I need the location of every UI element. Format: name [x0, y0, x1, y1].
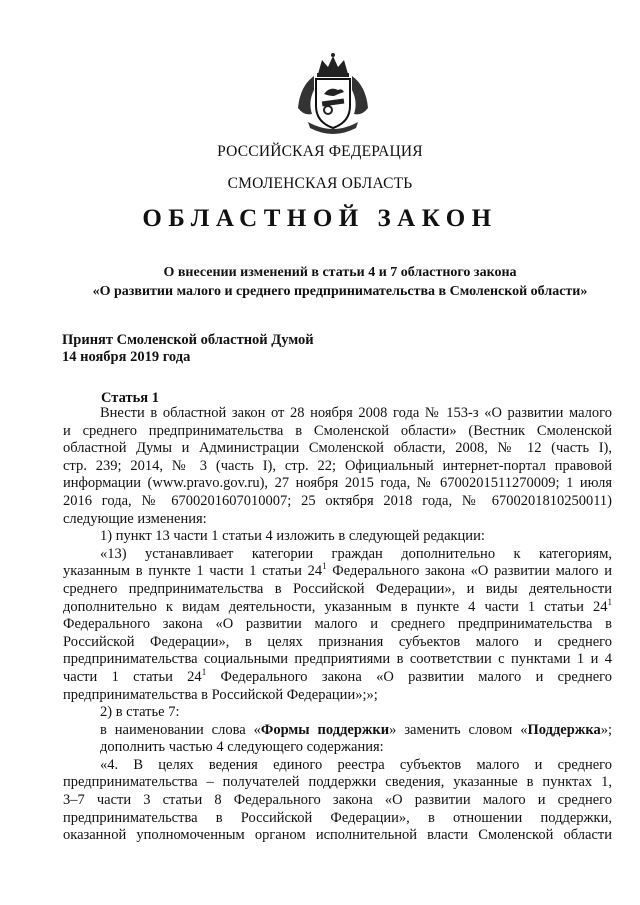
body-line [63, 666, 612, 687]
body-text: » заменить словом « [389, 721, 528, 738]
bold-term: Поддержка [527, 721, 601, 738]
body-line: «13) устанавливает категории граждан дополнительно к категориям, [100, 545, 612, 562]
body-text: »; [600, 721, 612, 738]
body-line: 1) пункт 13 части 1 статьи 4 изложить в следующей редакции: [100, 528, 485, 545]
region-heading: СМОЛЕНСКАЯ ОБЛАСТЬ [227, 175, 413, 192]
body-line: областной Думы и Администрации Смоленской области, 2008, № 12 (часть I), [63, 440, 612, 457]
body-line [63, 596, 612, 617]
body-line: следующие изменения: [63, 510, 207, 527]
article-heading: Статья 1 [101, 390, 159, 406]
body-line [63, 722, 612, 740]
bold-term: Формы поддержки [260, 721, 390, 738]
body-text: Федерального закона «О развитии малого и [326, 563, 612, 580]
body-text: в наименовании слова « [100, 721, 261, 738]
body-line: информации (www.pravo.gov.ru), 27 ноября 2015 года, № 6700201511270009; 1 июля [63, 475, 612, 492]
body-text: указанным в пункте 1 части 1 статьи 24 [63, 563, 323, 580]
body-text: части 1 статьи 24 [63, 668, 202, 685]
body-line: 2016 года, № 6700201607010007; 25 октября 2018 года, № 6700201810250011) [63, 492, 612, 509]
body-text: дополнительно к видам деятельности, указанным в пункте 4 части 1 статьи 24 [63, 598, 608, 615]
body-line: предпринимательства социальными предприятиями в соответствии с пунктами 1 и 4 [63, 651, 612, 668]
coat-of-arms-emblem [294, 52, 372, 134]
article-body [63, 405, 612, 845]
body-line: предпринимательства в Российской Федерации»;»; [63, 686, 378, 703]
body-line: предпринимательства в Российской Федерации», в отношении поддержки, [63, 809, 612, 826]
body-line: и среднего предпринимательства в Смоленской области» (Вестник Смоленской [63, 422, 612, 439]
body-line: Российской Федерации», в целях признания субъектов малого и среднего [63, 633, 612, 650]
superscript: 1 [322, 561, 327, 572]
body-line: Федерального закона «О развитии малого и среднего предпринимательства в [63, 616, 612, 633]
subject-line-1: О внесении изменений в статьи 4 и 7 областного закона [163, 265, 517, 280]
adoption-note [62, 332, 314, 366]
adoption-body: Принят Смоленской областной Думой [62, 332, 314, 348]
superscript: 1 [201, 666, 207, 677]
law-subject [40, 263, 640, 301]
body-line: предпринимательства – получателей поддержки сведения, указанные в пунктах 1, [63, 774, 612, 791]
body-line: среднего предпринимательства в Российской Федерации», и виды деятельности [63, 580, 612, 597]
document-type-title: ОБЛАСТНОЙ ЗАКОН [142, 205, 498, 232]
subject-line-2: «О развитии малого и среднего предпринимательства в Смоленской области» [92, 284, 588, 299]
body-line: Внести в областной закон от 28 ноября 2008 года № 153-з «О развитии малого [100, 405, 612, 421]
adoption-date: 14 ноября 2019 года [62, 349, 191, 365]
body-line [63, 563, 612, 581]
body-line: оказанной уполномоченным органом исполнительной власти Смоленской области [63, 827, 612, 844]
body-line: «4. В целях ведения единого реестра субъектов малого и среднего [100, 756, 612, 773]
body-line: стр. 239; 2014, № 3 (часть I), стр. 22; Официальный интернет-портал правовой [63, 457, 612, 474]
federation-heading: РОССИЙСКАЯ ФЕДЕРАЦИЯ [217, 143, 423, 160]
body-line: дополнить частью 4 следующего содержания: [100, 739, 384, 756]
body-text: Федерального закона «О развитии малого и среднего [206, 668, 612, 685]
body-line: 2) в статье 7: [100, 704, 180, 721]
body-line: 3–7 части 3 статьи 8 Федерального закона «О развитии малого и среднего [63, 792, 612, 809]
superscript: 1 [607, 596, 612, 607]
